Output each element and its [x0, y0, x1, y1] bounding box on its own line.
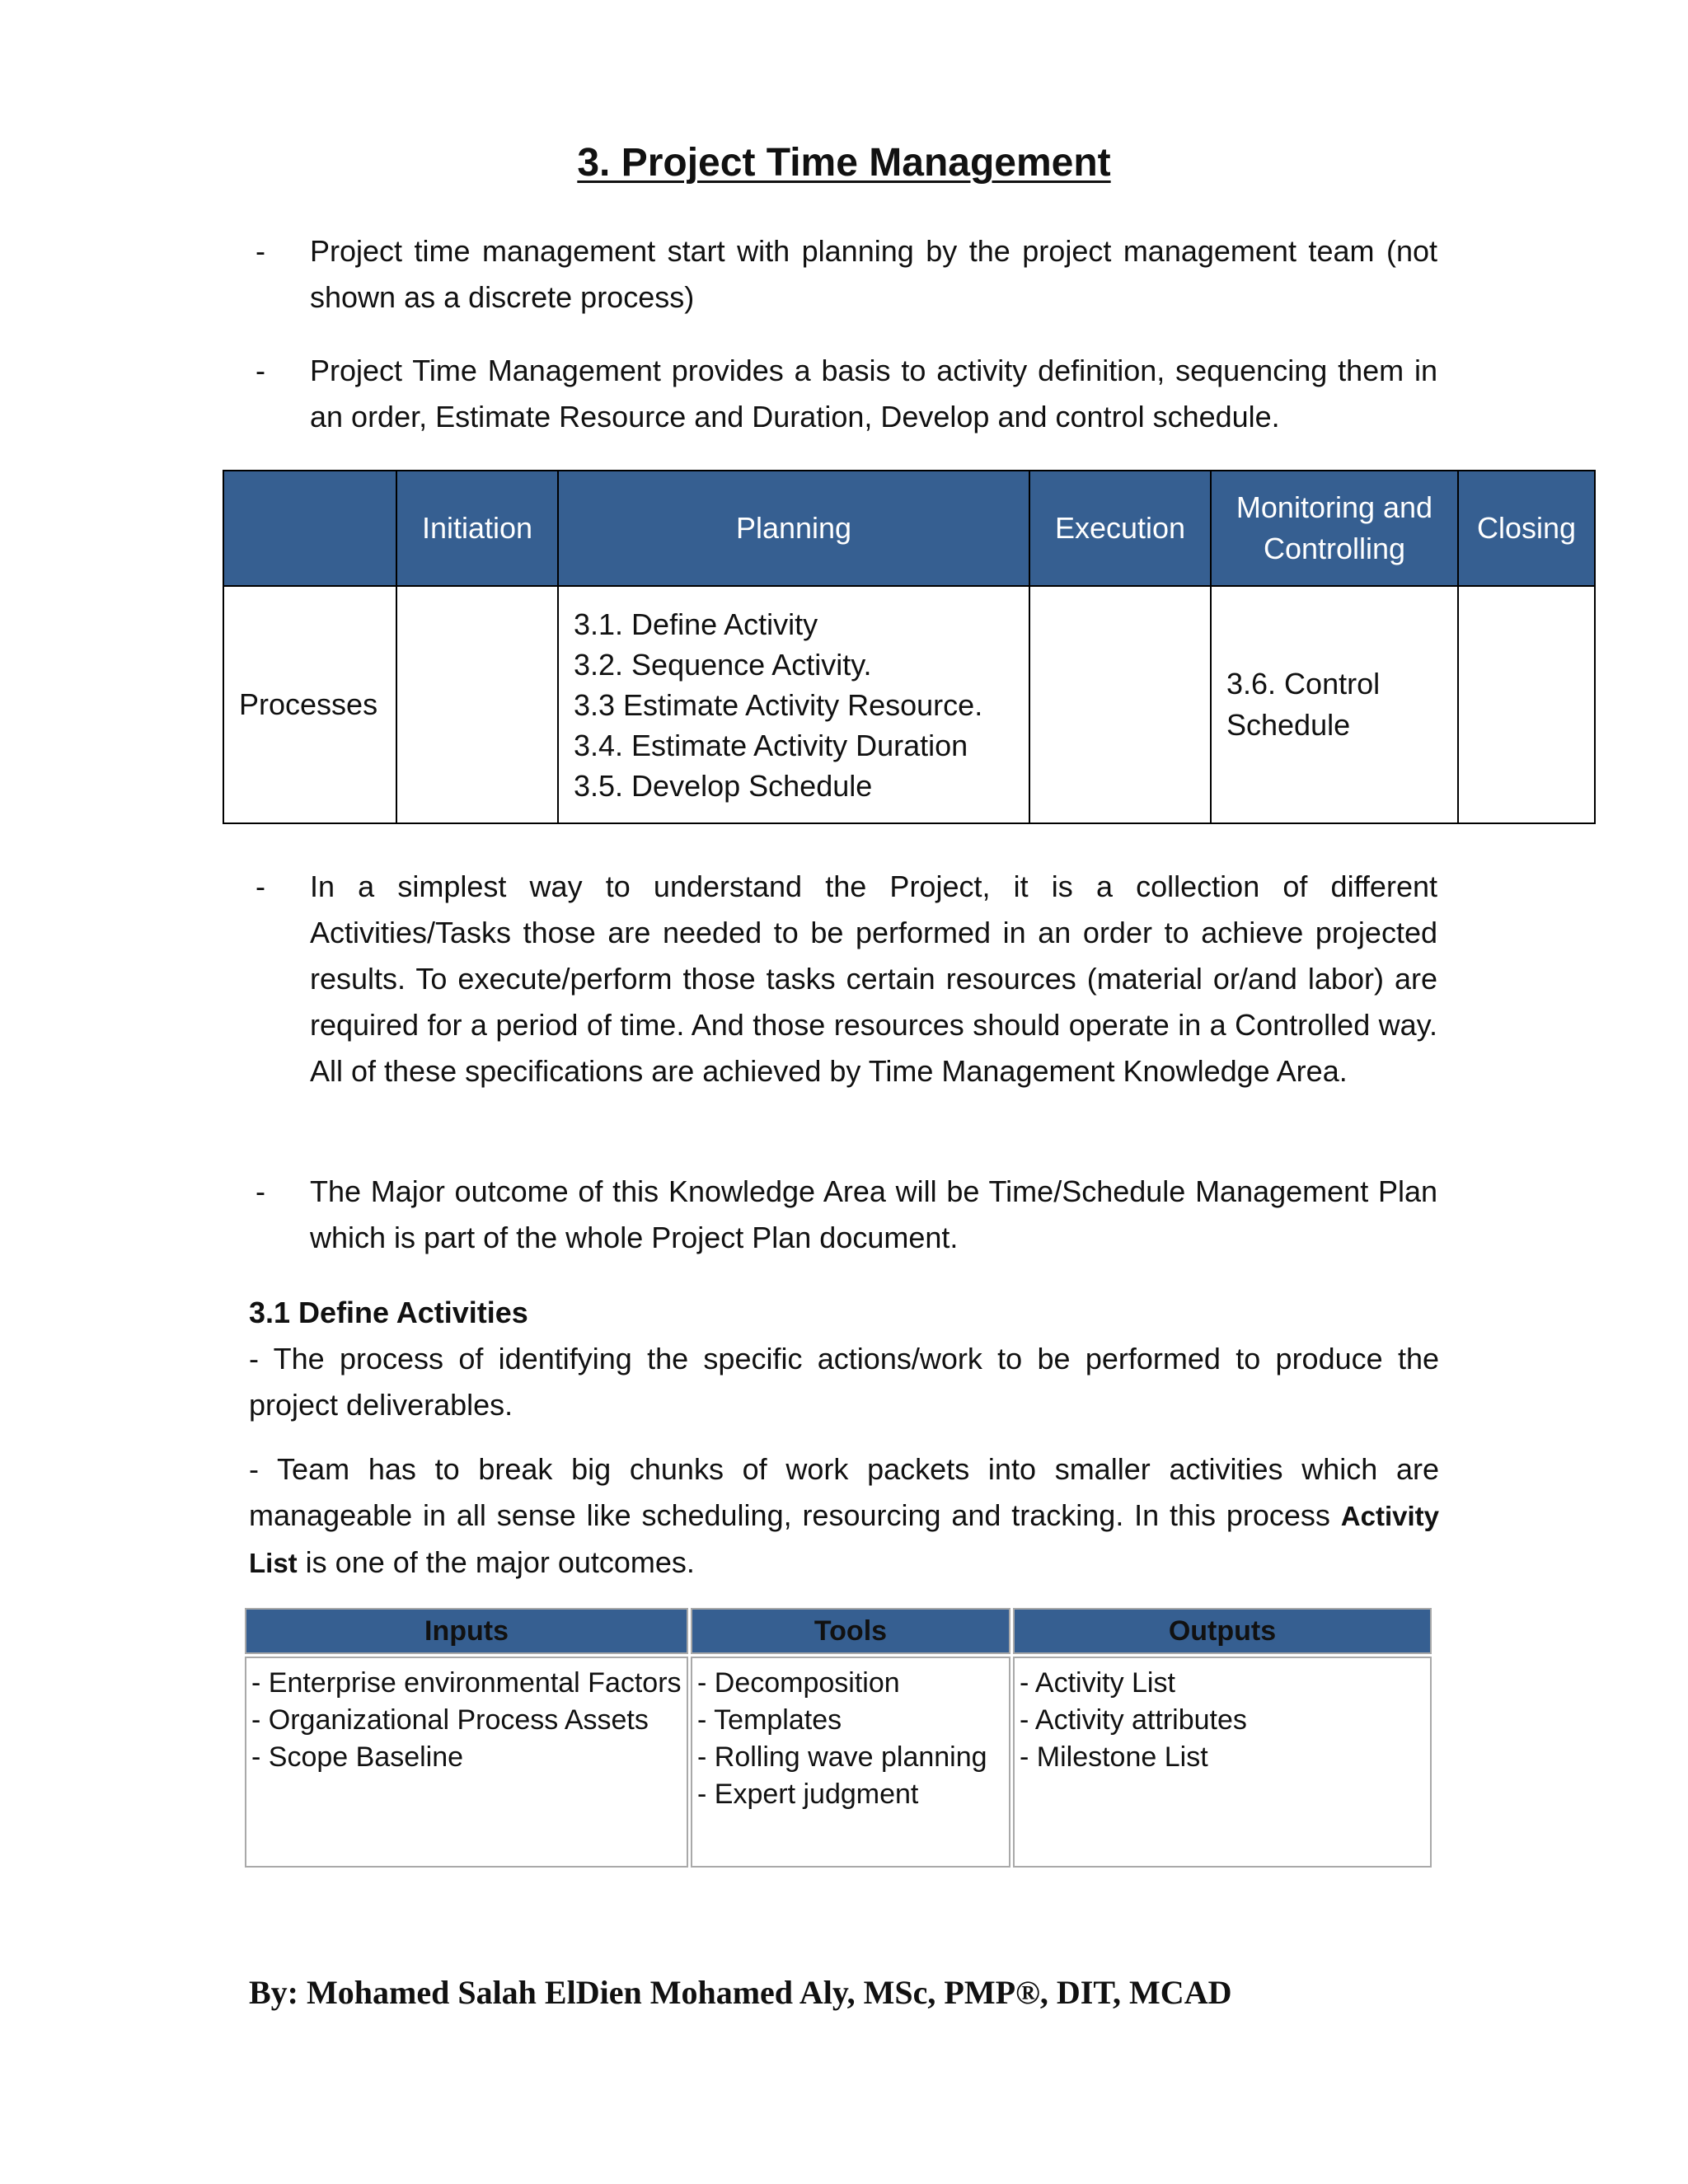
- header-cell-blank: [223, 471, 396, 586]
- header-cell-initiation: Initiation: [396, 471, 558, 586]
- table-row: [223, 586, 1595, 823]
- list-item: - Milestone List: [1020, 1741, 1208, 1773]
- header-cell-closing: Closing: [1458, 471, 1595, 586]
- section-paragraph: - The process of identifying the specific actions/work to be performed to produce the project deliverables.: [249, 1342, 1439, 1422]
- cell-inputs: [245, 1657, 688, 1868]
- section-paragraph: [249, 1446, 1439, 1586]
- paragraph-text: - Team has to break big chunks of work packets into smaller activities which are manageable in all sense like scheduling, resourcing and tracking. In this process: [249, 1452, 1439, 1532]
- table-header-row: [245, 1608, 1432, 1654]
- cell-execution: [1029, 586, 1211, 823]
- planning-list: [574, 604, 1014, 806]
- bullet-text: In a simplest way to understand the Project, it is a collection of different Activities/Tasks those are needed to be performed in an order to achieve projected results. To execute/perform those tasks certain resources (material or/and labor) are required for a period of time. And those resources should operate in a Controlled way. All of these specifications are achieved by Time Management Knowledge Area.: [310, 869, 1437, 1088]
- cell-tools: [691, 1657, 1010, 1868]
- list-item: 3.1. Define Activity: [574, 607, 818, 641]
- list-item: - Organizational Process Assets: [251, 1704, 649, 1736]
- list-item: - Activity attributes: [1020, 1704, 1247, 1736]
- process-groups-table: [223, 470, 1596, 824]
- list-item: 3.5. Develop Schedule: [574, 768, 873, 803]
- list-item: - Rolling wave planning: [697, 1741, 987, 1773]
- bullet-item: [256, 228, 1437, 321]
- header-cell-monitoring: Monitoring and Controlling: [1211, 471, 1458, 586]
- list-item: - Expert judgment: [697, 1779, 919, 1810]
- bullet-item: [256, 348, 1437, 440]
- bullet-dash: -: [256, 234, 265, 268]
- paragraph-bold-term: Activity List: [249, 1501, 1439, 1578]
- inputs-tools-outputs-table: [242, 1605, 1434, 1870]
- paragraph-text: is one of the major outcomes.: [297, 1545, 695, 1579]
- list-item: - Templates: [697, 1704, 842, 1736]
- cell-outputs: [1013, 1657, 1432, 1868]
- header-cell-tools: Tools: [691, 1608, 1010, 1654]
- header-cell-planning: Planning: [558, 471, 1029, 586]
- cell-planning: [558, 586, 1029, 823]
- cell-initiation: [396, 586, 558, 823]
- table-header-row: [223, 471, 1595, 586]
- cell-closing: [1458, 586, 1595, 823]
- section-heading: 3.1 Define Activities: [249, 1296, 528, 1329]
- header-cell-execution: Execution: [1029, 471, 1211, 586]
- list-item: - Enterprise environmental Factors: [251, 1667, 682, 1699]
- bullet-text: The Major outcome of this Knowledge Area will be Time/Schedule Management Plan which is part of the whole Project Plan document.: [310, 1174, 1437, 1254]
- bullet-text: Project time management start with planning by the project management team (not shown as a discrete process): [310, 234, 1437, 314]
- bullet-item: [256, 864, 1437, 1094]
- bullet-text: Project Time Management provides a basis to activity definition, sequencing them in an order, Estimate Resource and Duration, Develop and control schedule.: [310, 354, 1437, 434]
- page-title: 3. Project Time Management: [577, 141, 1111, 185]
- header-cell-inputs: Inputs: [245, 1608, 688, 1654]
- row-label-processes: Processes: [223, 586, 396, 823]
- author-footer: By: Mohamed Salah ElDien Mohamed Aly, MSc, PMP®, DIT, MCAD: [249, 1974, 1232, 2011]
- bullet-dash: -: [256, 354, 265, 387]
- cell-monitoring: 3.6. Control Schedule: [1211, 586, 1458, 823]
- table-row: [245, 1657, 1432, 1868]
- list-item: 3.2. Sequence Activity.: [574, 647, 872, 682]
- list-item: 3.3 Estimate Activity Resource.: [574, 687, 983, 722]
- list-item: 3.4. Estimate Activity Duration: [574, 728, 968, 762]
- list-item: - Activity List: [1020, 1667, 1175, 1699]
- bullet-dash: -: [256, 869, 265, 903]
- list-item: - Scope Baseline: [251, 1741, 464, 1773]
- bullet-dash: -: [256, 1174, 265, 1208]
- header-cell-outputs: Outputs: [1013, 1608, 1432, 1654]
- list-item: - Decomposition: [697, 1667, 900, 1699]
- bullet-item: [256, 1169, 1437, 1261]
